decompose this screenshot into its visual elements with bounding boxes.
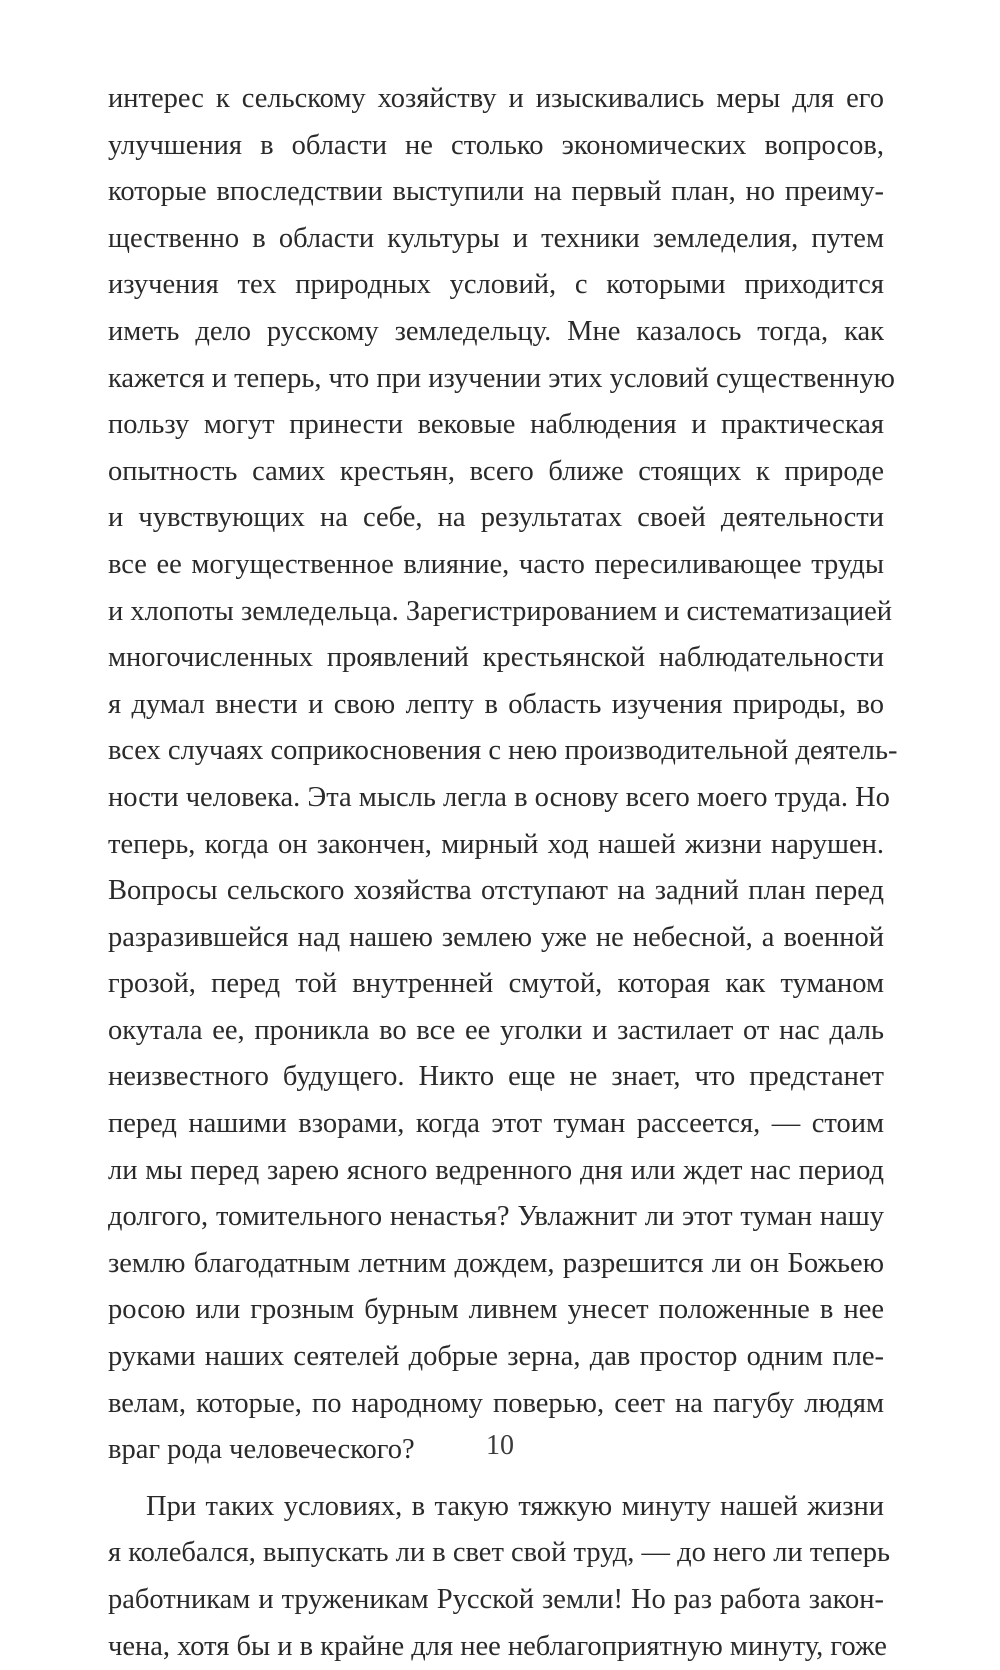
text-line: велам, которые, по народному поверью, сеет на пагубу людям	[108, 1387, 884, 1419]
text-line: щественно в области культуры и техники земледелия, путем	[108, 222, 884, 254]
text-line: я колебался, выпускать ли в свет свой труд, — до него ли теперь	[108, 1537, 891, 1569]
text-line: интерес к сельскому хозяйству и изыскивались меры для его	[108, 83, 884, 114]
text-line: и чувствующих на себе, на результатах своей деятельности	[108, 502, 884, 534]
text-line: окутала ее, проникла во все ее уголки и застилает от нас даль	[108, 1014, 884, 1046]
text-line: Вопросы сельского хозяйства отступают на задний план перед	[108, 875, 884, 907]
text-line: все ее могущественное влияние, часто пересиливающее труды	[108, 548, 884, 580]
text-line: разразившейся над нашею землею уже не небесной, а военной	[108, 921, 884, 953]
text-line: опытность самих крестьян, всего ближе стоящих к природе	[108, 455, 884, 487]
text-line: ли мы перед зарею ясного ведренного дня или ждет нас период	[108, 1154, 884, 1186]
text-line: чена, хотя бы и в крайне для нее неблагоприятную минуту, гоже	[108, 1630, 887, 1662]
text-line: перед нашими взорами, когда этот туман рассеется, — стоим	[108, 1108, 884, 1140]
text-line: враг рода человеческого?	[108, 1434, 415, 1466]
text-line: всех случаях соприкосновения с нею производительной деятель-	[108, 735, 898, 767]
text-line: иметь дело русскому земледельцу. Мне казалось тогда, как	[108, 315, 884, 347]
text-line: изучения тех природных условий, с которыми приходится	[108, 269, 884, 301]
paragraph-gap	[108, 1474, 884, 1484]
paragraph-2	[108, 1484, 891, 1670]
text-line: руками наших сеятелей добрые зерна, дав простор одним пле-	[108, 1341, 884, 1373]
paragraph-1	[108, 76, 898, 1474]
text-line: землю благодатным летним дождем, разрешится ли он Божьею	[108, 1247, 884, 1279]
text-line: кажется и теперь, что при изучении этих условий существенную	[108, 362, 895, 394]
text-line: росою или грозным бурным ливнем унесет положенные в нее	[108, 1294, 884, 1326]
text-line: улучшения в области не столько экономических вопросов,	[108, 129, 884, 161]
text-line: При таких условиях, в такую тяжкую минуту нашей жизни	[146, 1490, 884, 1522]
page-number: 10	[486, 1430, 514, 1461]
text-line: которые впоследствии выступили на первый план, но преиму-	[108, 176, 884, 208]
text-line: пользу могут принести вековые наблюдения и практическая	[108, 409, 884, 441]
text-line: ности человека. Эта мысль легла в основу всего моего труда. Но	[108, 781, 890, 813]
text-line: неизвестного будущего. Никто еще не знает, что предстанет	[108, 1061, 884, 1093]
text-line: я думал внести и свою лепту в область изучения природы, во	[108, 688, 884, 720]
text-line: работникам и труженикам Русской земли! Но раз работа закон-	[108, 1584, 884, 1615]
text-line: многочисленных проявлений крестьянской наблюдательности	[108, 642, 884, 674]
text-line: долгого, томительного ненастья? Увлажнит ли этот туман нашу	[108, 1201, 884, 1233]
text-line: теперь, когда он закончен, мирный ход нашей жизни нарушен.	[108, 828, 884, 860]
text-line: и хлопоты земледельца. Зарегистрированием и систематизацией	[108, 595, 892, 627]
text-line: грозой, перед той внутренней смутой, которая как туманом	[108, 968, 884, 1000]
